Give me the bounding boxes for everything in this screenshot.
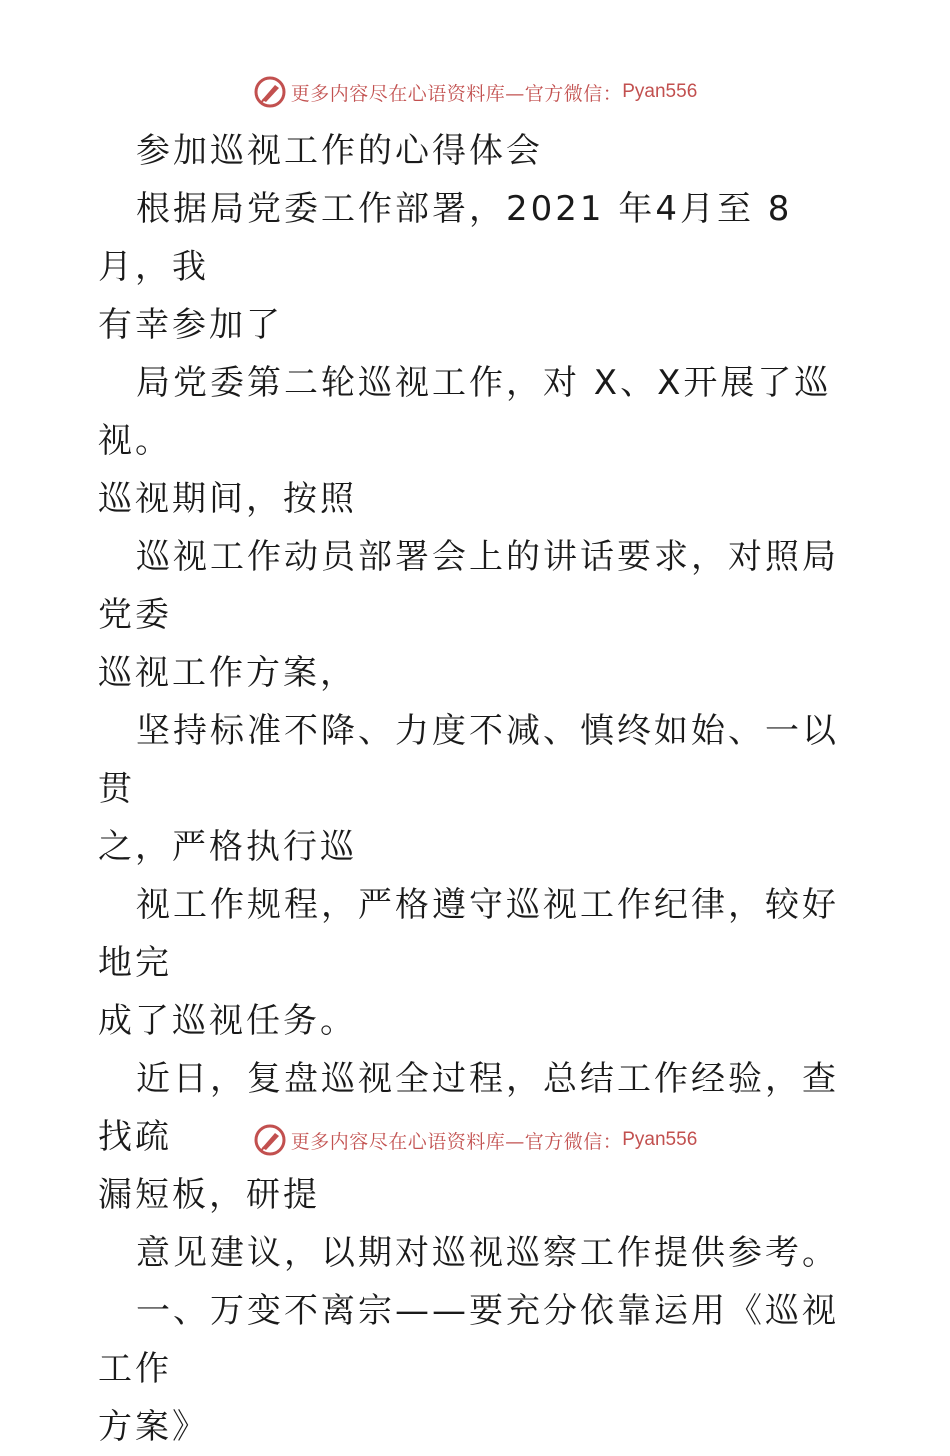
doc-line: 意见建议，以期对巡视巡察工作提供参考。	[136, 1233, 839, 1273]
doc-line: 巡视工作动员部署会上的讲话要求，对照局党委	[98, 537, 839, 635]
banner-text: 更多内容尽在心语资料库—官方微信：	[290, 1130, 623, 1153]
doc-line: 坚持标准不降、力度不减、慎终如始、一以贯	[98, 711, 839, 809]
banner-wechat-id: Pyan556	[622, 81, 698, 102]
doc-line: 巡视工作方案，	[98, 653, 357, 693]
doc-line: 有幸参加了	[98, 305, 283, 345]
header-banner	[0, 72, 950, 112]
banner-wechat-id: Pyan556	[622, 1129, 698, 1150]
doc-line: 视工作规程，严格遵守巡视工作纪律，较好地完	[98, 885, 839, 983]
doc-line: 巡视期间，按照	[98, 479, 357, 519]
doc-line: 漏短板，研提	[98, 1175, 320, 1215]
footer-banner	[0, 1120, 950, 1160]
doc-line: 之，严格执行巡	[98, 827, 357, 867]
document-body	[98, 122, 858, 1456]
doc-line: 根据局党委工作部署，2021 年4月至 8月，我	[98, 189, 793, 287]
doc-line: 成了巡视任务。	[98, 1001, 357, 1041]
doc-heading: 一、万变不离宗——要充分依靠运用《巡视工作	[98, 1291, 839, 1389]
doc-line: 局党委第二轮巡视工作，对 X、X开展了巡视。	[98, 363, 832, 461]
quill-logo-icon	[253, 75, 287, 109]
doc-title: 参加巡视工作的心得体会	[136, 131, 543, 171]
doc-line: 方案》	[98, 1407, 209, 1447]
banner-text: 更多内容尽在心语资料库—官方微信：	[290, 82, 623, 105]
doc-line: 近日，复盘巡视全过程，总结工作经验，查找疏	[98, 1059, 839, 1157]
quill-logo-icon	[253, 1123, 287, 1157]
